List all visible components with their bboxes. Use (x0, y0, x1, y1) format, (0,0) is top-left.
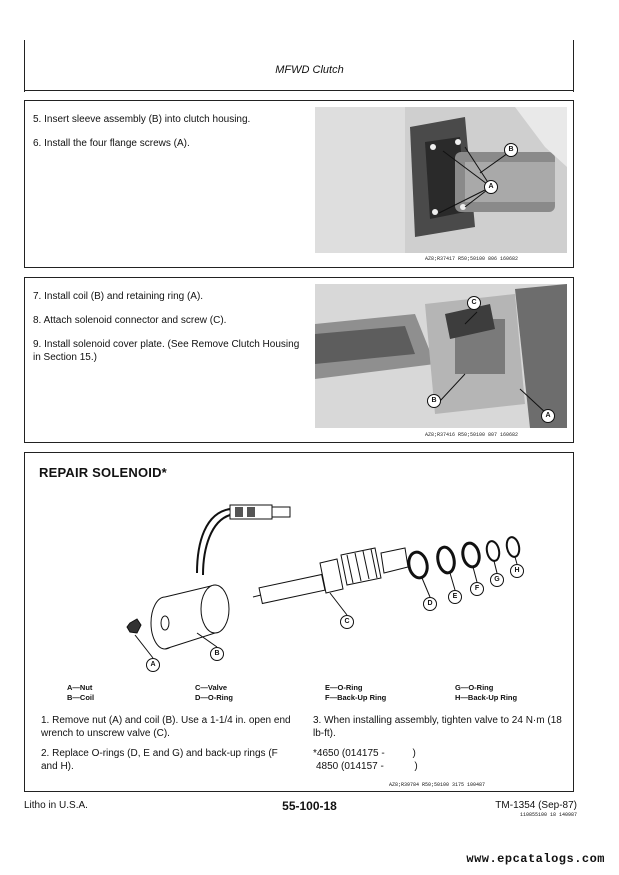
callout-f: F (470, 582, 484, 596)
callout-c: C (467, 296, 481, 310)
callout-b: B (504, 143, 518, 157)
footer-code: 110855100 18 140987 (519, 812, 577, 818)
instruction-item: 3. When installing assembly, tighten valve to 24 N·m (18 lb-ft). (313, 715, 562, 739)
callout-a: A (541, 409, 555, 423)
repair-solenoid-panel (24, 452, 574, 792)
callout-a: A (146, 658, 160, 672)
legend-column (325, 683, 386, 703)
clutch-sleeve-photo (315, 107, 567, 253)
instructions-right (313, 715, 565, 773)
callout-b: B (210, 647, 224, 661)
step-item: 7. Install coil (B) and retaining ring (A). (33, 291, 204, 302)
legend-item: B—Coil (67, 693, 95, 702)
callout-e: E (448, 590, 462, 604)
step-list (33, 113, 303, 161)
header-rule (24, 90, 574, 91)
page-header-title: MFWD Clutch (275, 64, 344, 76)
photo-caption: AZ8;R37416 R50;50100 807 160682 (425, 432, 519, 438)
legend-item: E—O-Ring (325, 683, 363, 692)
instruction-item: 1. Remove nut (A) and coil (B). Use a 1-1/4 in. open end wrench to unscrew valve (C). (41, 715, 291, 739)
serial-range: *4650 (014175 - ) (313, 748, 416, 759)
step-panel-sleeve (24, 100, 574, 268)
legend-item: D—O-Ring (195, 693, 233, 702)
legend-item: G—O-Ring (455, 683, 494, 692)
manual-id: TM-1354 (Sep-87) (495, 800, 577, 811)
footer-litho: Litho in U.S.A. (24, 800, 88, 811)
step-item: 6. Install the four flange screws (A). (33, 138, 190, 149)
legend-item: H—Back-Up Ring (455, 693, 518, 702)
legend-item: F—Back-Up Ring (325, 693, 387, 702)
legend-item: C—Valve (195, 683, 228, 692)
page-number: 55-100-18 (282, 799, 337, 813)
step-item: 9. Install solenoid cover plate. (See Remove Clutch Housing in Section 15.) (33, 339, 300, 363)
legend-column (195, 683, 233, 703)
callout-b: B (427, 394, 441, 408)
callout-c: C (340, 615, 354, 629)
instructions-left (41, 715, 297, 781)
legend-item: A—Nut (67, 683, 93, 692)
legend-column (67, 683, 94, 703)
photo-caption: AZ8;R37417 R50;50100 806 160682 (425, 256, 519, 262)
callout-a: A (484, 180, 498, 194)
callout-g: G (490, 573, 504, 587)
legend-column (455, 683, 517, 703)
callout-h: H (510, 564, 524, 578)
diagram-caption: AZ8;R39784 R50;50100 3175 100487 (389, 782, 486, 788)
step-item: 8. Attach solenoid connector and screw (C). (33, 315, 227, 326)
instruction-item: 2. Replace O-rings (D, E and G) and back-up rings (F and H). (41, 748, 278, 772)
step-item: 5. Insert sleeve assembly (B) into clutch housing. (33, 114, 251, 125)
callout-d: D (423, 597, 437, 611)
step-list (33, 290, 303, 375)
watermark-url[interactable]: www.epcatalogs.com (466, 852, 605, 866)
serial-range: 4850 (014157 - ) (316, 760, 418, 772)
solenoid-coil-photo (315, 284, 567, 428)
step-panel-coil (24, 277, 574, 443)
section-title: REPAIR SOLENOID* (39, 465, 167, 480)
